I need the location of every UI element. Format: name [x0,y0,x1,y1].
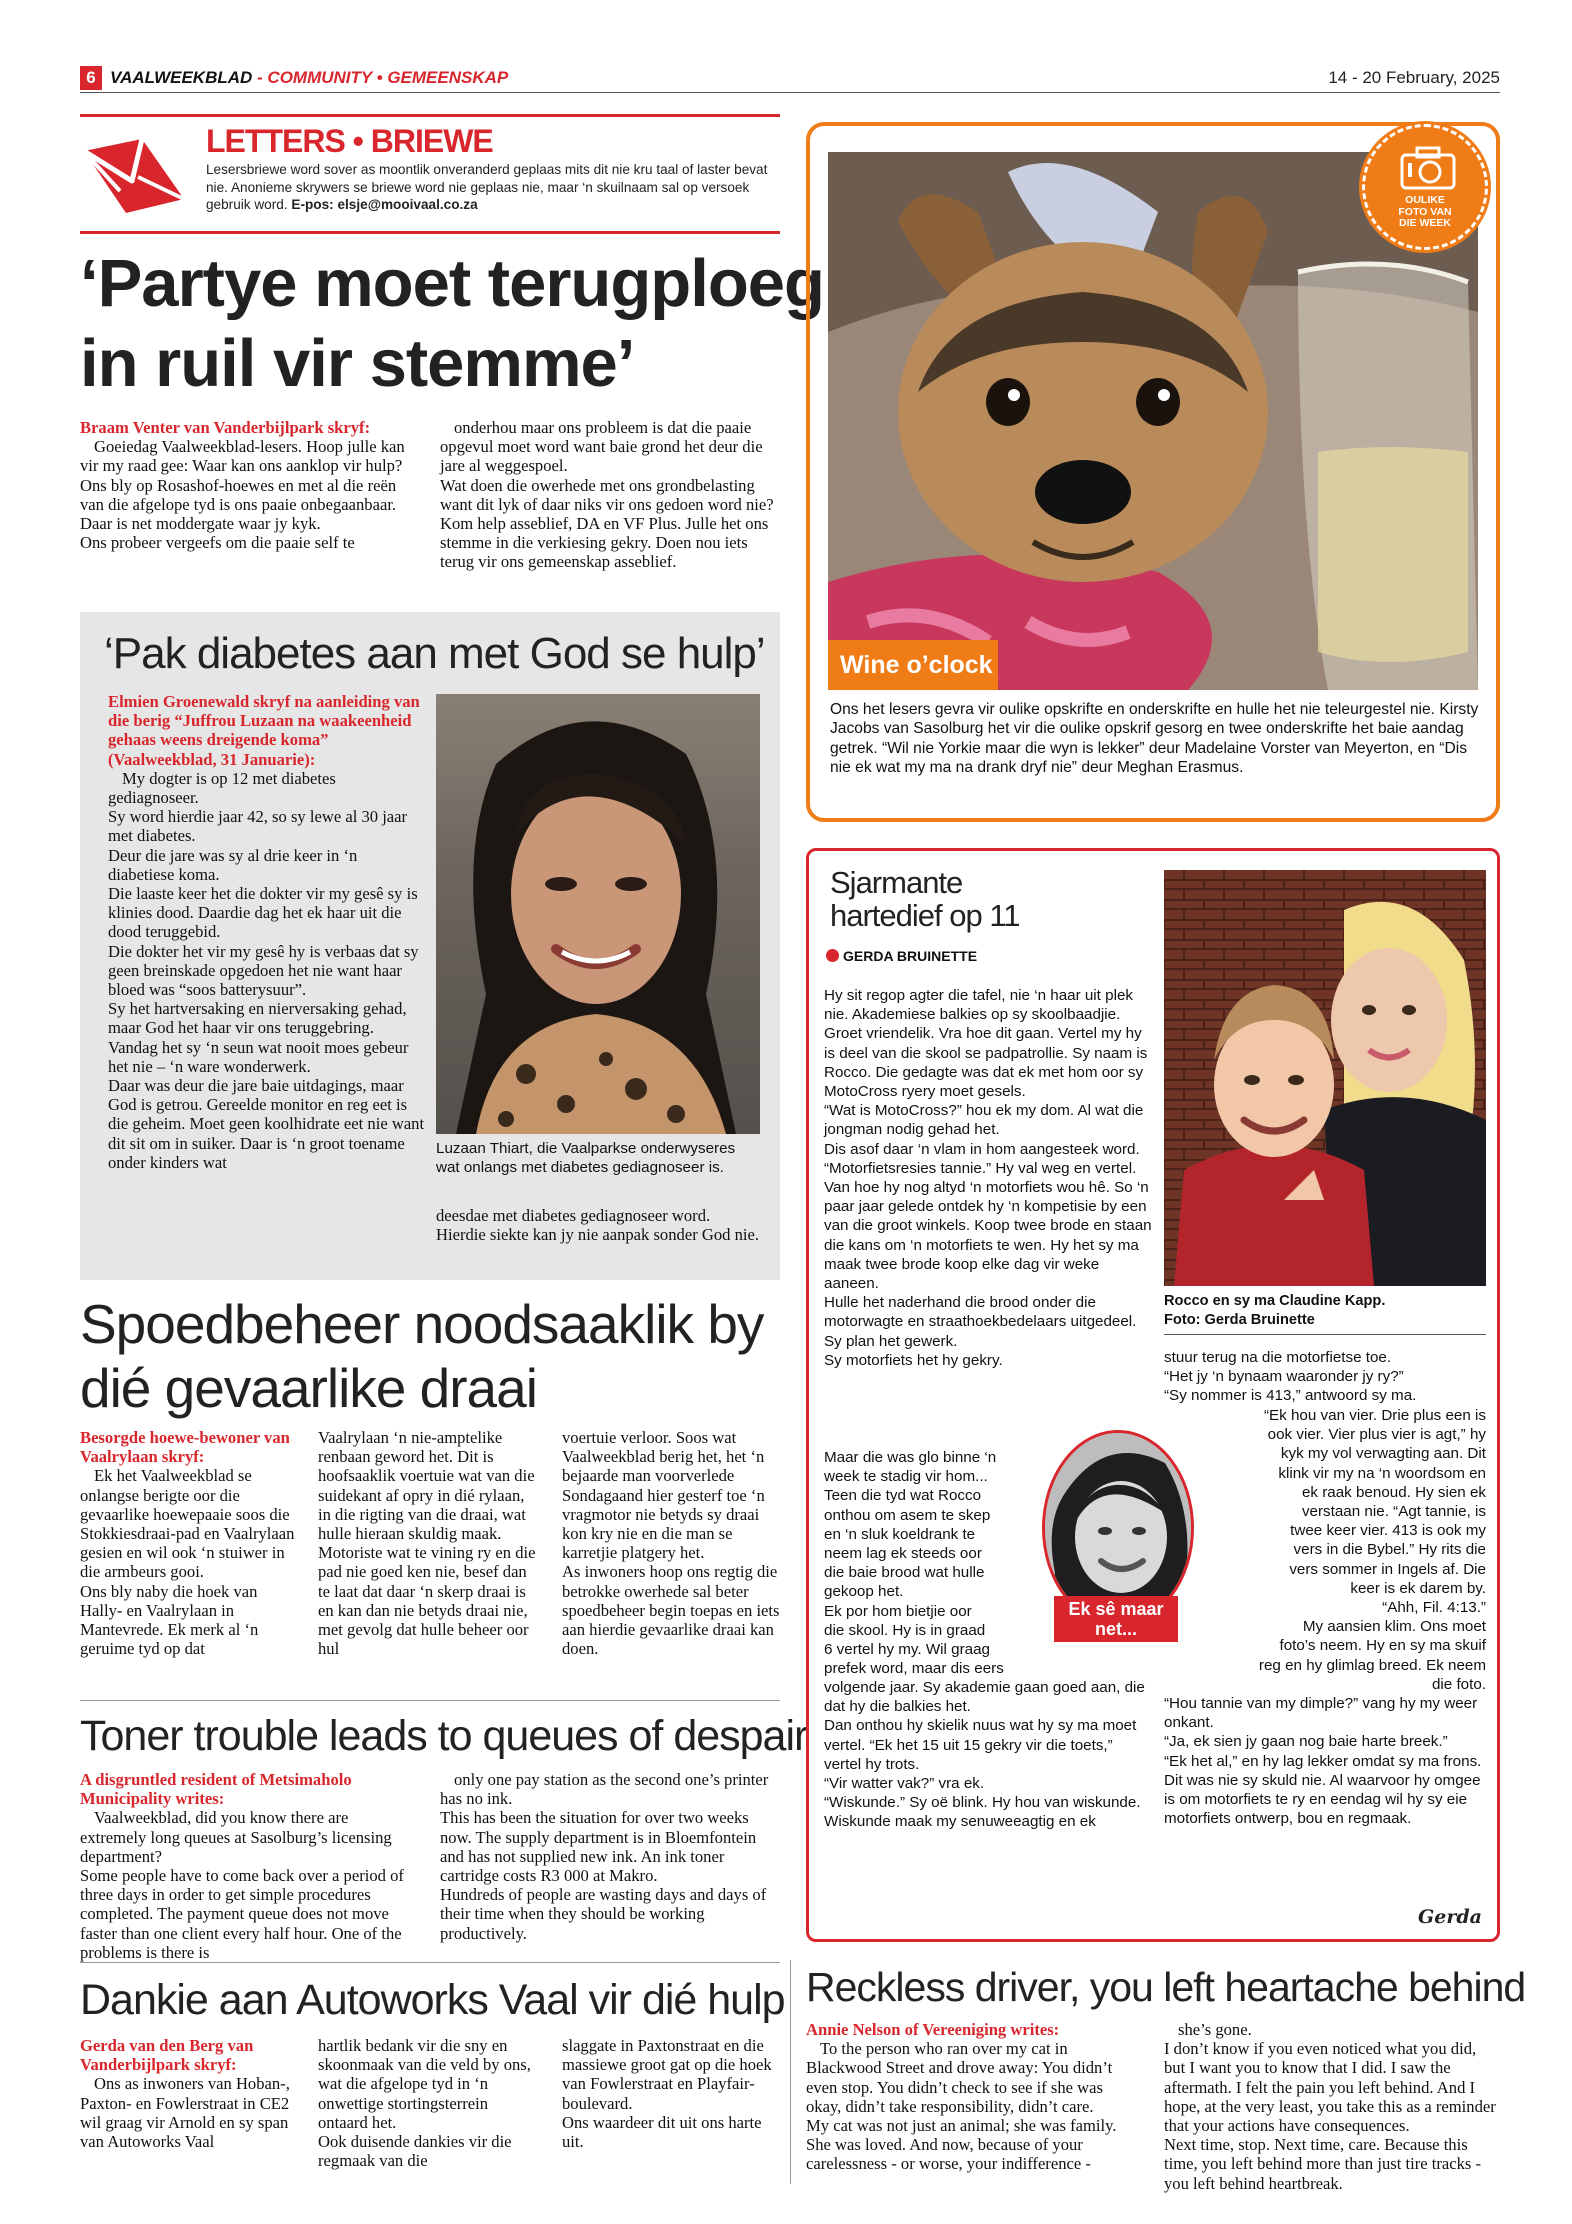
letters-email: E-pos: elsje@mooivaal.co.za [291,197,478,212]
headline-gerda-line2: hartedief op 11 [830,898,1020,933]
dankie-body-2: hartlik bedank vir die sny en skoonmaak van die veld by ons, wat die afgelope tyd in ‘n onwettige stortingsterrein ontaard het. Ook duisende dankies vir die regmaak van die [318,2036,531,2171]
headline-spoed [80,1292,800,1420]
photo-of-week-caption: Ons het lesers gevra vir oulike opskrifte en onderskrifte en hulle het nie teleurgestel nie. Kirsty Jacobs van Sasolburg het vir die oulike opskrif gesorg en twee onderskrifte het baie aandag getrek. “Wil nie Yorkie maar die wyn is lekker” deur Madelaine Vorster van Meyerton, en “Dis nie ek wat my ma na drank dryf nie” deur Meghan Erasmus. [830,701,1479,777]
dankie-column-3 [562,2036,784,2151]
gerda-body-1: Hy sit regop agter die tafel, nie ‘n haar uit plek nie. Akademiese balkies op sy skoolbaadjie. Groet vriendelik. Vra hoe dit gaan. Vertel my hy is deel van die skool se padpatrollie. Sy naam is Rocco. Die gedagte was dat ek met hom oor sy MotoCross ryery moet gesels. “Wat is MotoCross?” hou ek my dom. Al wat die jongman nodig gehad het. Dis asof daar ‘n vlam in hom aangesteek word. “Motorfietsresies tannie.” Hy val weg en vertel. Van hoe hy nog altyd ‘n motorfiets wou hê. So ‘n paar jaar gelede ontdek hy ‘n kompetisie by een van die groot winkels. Koop twee brode en staan die kans om ‘n motorfiets te wen. Hy het sy ma maak twee brode koop elke dag vir weke aaneen. Hulle het naderhand die brood onder die motorwagte en straathoekbedelaars uitgedeel. Sy plan het gewerk. Sy motorfiets het hy gekry. [824,987,1152,1369]
dankie-body-3: slaggate in Paxtonstraat en die massiewe groot gat op die hoek van Fowlerstraat en Playfair-boulevard. Ons waardeer dit uit ons harte uit. [562,2036,772,2152]
publication-name: VAALWEEKBLAD [110,68,253,87]
reckless-body-2: she’s gone. I don’t know if you even noticed what you did, but I want you to know that I did. I saw the aftermath. I felt the pain you left behind. And I hope, at the very least, you take this as a reminder that your actions have consequences. Next time, stop. Next time, care. Because this time, you left behind more than just tire tracks - you left behind heartbreak. [1164,2020,1496,2193]
gerda-column-1-tail [824,1678,1154,1832]
spoed-body-2: Vaalrylaan ‘n nie-amptelike renbaan geword het. Dit is hoofsaaklik voertuie wat van die suidekant af opry in dié rylaan, in die rigting van die draai, wat hulle hieraan skuldig maak. Motoriste wat te vining ry en die pad nie goed ken nie, besef dan te laat dat daar ‘n skerp draai is en kan dan nie betyds draai nie, met gevolg dat hulle beheer oor hul [318,1428,536,1659]
diabetes-column-1 [108,692,426,1172]
headline-reckless: Reckless driver, you left heartache behind [806,1964,1526,2010]
toner-bottom-rule [80,1962,780,1963]
envelope-icon [80,129,190,223]
toner-byline: A disgruntled resident of Metsimaholo Municipality writes: [80,1770,352,1809]
gerda-column-2-wrap [1164,1406,1486,1694]
partye-column-2 [440,418,780,572]
gerda-column-2-top [1164,1348,1486,1406]
rocco-caption-line2: Foto: Gerda Bruinette [1164,1311,1315,1328]
headline-partye [80,244,824,404]
spoed-bottom-rule [80,1700,780,1701]
gerda-body-2-top: stuur terug na die motorfietse toe. “Het jy ‘n bynaam waaronder jy ry?” “Sy nommer is 413,” antwoord sy ma. [1164,1349,1417,1405]
gerda-column-1 [824,986,1154,1370]
issue-date: 14 - 20 February, 2025 [1328,68,1500,87]
gerda-body-2-tail: “Hou tannie van my dimple?” vang hy my weer onkant. “Ja, ek sien jy gaan nog baie harte breek.” “Ek het al,” en hy lag lekker omdat sy ma frons. Dit was nie sy skuld nie. Al waarvoor hy omgee is om motorfiets te ry en eendag wil hy sy eie motorfiets ontwerp, bou en regmaak. [1164,1695,1482,1828]
partye-column-1 [80,418,410,552]
partye-byline: Braam Venter van Vanderbijlpark skryf: [80,418,371,437]
toner-body-1: Vaalweekblad, did you know there are extremely long queues at Sasolburg’s licensing department? Some people have to come back over a period of three days in order to get simple procedures completed. The payment queue does not move faster than one client every half hour. One of the problems is there is [80,1808,404,1962]
letters-title: LETTERS • BRIEWE [206,123,493,159]
luzaan-caption: Luzaan Thiart, die Vaalparkse onderwyseres wat onlangs met diabetes gediagnoseer is. [436,1140,736,1176]
badge-line-3: DIE WEEK [1399,217,1451,229]
author-bullet-icon [826,949,839,962]
toner-column-2 [440,1770,780,1943]
dankie-body-1: Ons as inwoners van Hoban-, Paxton- en Fowlerstraat in CE2 wil graag vir Arnold en sy span van Autoworks Vaal [80,2074,290,2152]
gerda-column-2-tail [1164,1694,1486,1828]
diabetes-body-1: My dogter is op 12 met diabetes gediagnoseer. Sy word hierdie jaar 42, so sy lewe al 30 jaar met diabetes. Deur die jare was sy al drie keer in ‘n diabetiese koma. Die laaste keer het die dokter vir my gesê sy is klinies dood. Daardie dag het ek haar uit die dood teruggebid. Die dokter het vir my gesê hy is verbaas dat sy geen breinskade opgedoen het nie want haar bloed was “soos batterysuur”. Sy het hartversaking en nierversaking gehad, maar God het haar vir ons teruggebring. Vandag het sy ‘n seun wat nooit moes gebeur het nie – ‘n ware wonderwerk. Daar was deur die jare baie uitdagings, maar God is getrou. Gereelde monitor en reg eet is die geheim. Moet geen koolhidrate eet nie want dit sit om in suiker. Daar is ‘n groot toename onder kinders wat [108,768,425,1172]
spoed-column-1 [80,1428,296,1658]
headline-gerda [830,866,1020,932]
spoed-column-3 [562,1428,784,1658]
reckless-column-1 [806,2020,1136,2174]
header-rule [80,92,1500,93]
reckless-left-rule [790,1960,791,2184]
letters-policy-text: Lesersbriewe word sover as moontlik onveranderd geplaas mits dit nie kru taal of laster bevat nie. Anonieme skrywers se briewe word nie geplaas nie, maar ‘n skuilnaam sal op versoek gebruik word. [206,162,768,212]
reckless-column-2 [1164,2020,1500,2193]
headline-partye-line2: in ruil vir stemme’ [80,326,635,401]
gerda-body-1-tail: volgende jaar. Sy akademie gaan goed aan, die dat hy die balkies het. Dan onthou hy skielik nuus wat hy sy ma moet vertel. “Ek het 15 uit 15 gekry vir die toets,” vertel hy trots. “Vir watter vak?” vra ek. “Wiskunde.” Sy oë blink. Hy hou van wiskunde. Wiskunde maak my senuweeagtig en ek [824,1679,1145,1831]
diabetes-column-2 [436,1206,760,1244]
page-number: 6 [80,66,102,90]
headline-gerda-line1: Sjarmante [830,865,963,900]
reckless-body-1: To the person who ran over my cat in Blackwood Street and drove away: You didn’t even stop. You didn’t check to see if she was okay, didn’t take responsibility, didn’t care. My cat was not just an animal; she was family. She was loved. And now, because of your carelessness - or worse, your indifference - [806,2039,1117,2174]
headline-diabetes: ‘Pak diabetes aan met God se hulp’ [104,629,765,678]
diabetes-body-2: deesdae met diabetes gediagnoseer word. Hierdie siekte kan jy nie aanpak sonder God nie. [436,1206,760,1245]
headline-partye-line1: ‘Partye moet terugploeg [80,246,824,321]
luzaan-portrait-illustration [436,694,760,1134]
badge-line-2: FOTO VAN [1398,205,1452,218]
author-name: GERDA BRUINETTE [843,948,978,964]
rocco-photo [1164,870,1486,1286]
headline-spoed-line1: Spoedbeheer noodsaaklik by [80,1293,764,1355]
yorkie-illustration [828,152,1478,690]
dankie-column-2 [318,2036,540,2170]
luzaan-photo [436,694,760,1134]
gerda-body-1-wrap: Maar die was glo binne ‘n week te stadig vir hom... Teen die tyd wat Rocco onthou om asem te skep en ‘n sluk koeldrank te neem lag ek steeds oor die baie brood wat hulle gekoop het. Ek por hom bietjie oor die skool. Hy is in graad 6 vertel hy my. Wil graag prefek word, maar dis eers [824,1449,1004,1678]
spoed-byline: Besorgde hoewe-bewoner van Vaalrylaan skryf: [80,1428,290,1467]
rocco-caption [1164,1292,1486,1330]
photo-of-week-title: Wine o’clock [828,640,998,690]
masthead [110,66,508,90]
gerda-caption-rule [1164,1334,1486,1335]
gerda-signature: Gerda [1418,1906,1482,1928]
toner-body-2: only one pay station as the second one’s printer has no ink. This has been the situation for over two weeks now. The supply department is in Bloemfontein and has not supplied new ink. An ink toner cartridge costs R3 000 at Makro. Hundreds of people are wasting days and days of their time when they should be working productively. [440,1770,769,1943]
headline-dankie: Dankie aan Autoworks Vaal vir dié hulp [80,1976,785,2024]
reckless-byline: Annie Nelson of Vereeniging writes: [806,2020,1060,2039]
badge-text [1365,195,1485,230]
letters-banner [80,114,780,234]
rocco-illustration [1164,870,1486,1286]
headline-toner: Toner trouble leads to queues of despair [80,1712,808,1760]
ek-se-badge: Ek sê maar net... [1054,1596,1178,1642]
section-name: - COMMUNITY • GEMEENSKAP [257,68,509,87]
dankie-column-1 [80,2036,296,2151]
diabetes-byline: Elmien Groenewald skryf na aanleiding van die berig “Juffrou Luzaan na waakeenheid gehaas weens dreigende koma” (Vaalweekblad, 31 Januarie): [108,692,420,769]
photo-of-week-badge [1362,124,1488,250]
headline-spoed-line2: dié gevaarlike draai [80,1357,537,1419]
letters-note [206,161,776,214]
gerda-author [826,946,977,966]
gerda-column-1-wrap [824,1448,1044,1678]
camera-icon [1399,145,1457,191]
yorkie-photo [828,152,1478,690]
gerda-body-2-wrap: “Ek hou van vier. Drie plus een is ook vier. Vier plus vier is agt,” hy kyk my vol verwagting aan. Dit klink vir my na ‘n woordsom en ek raak benoud. Hy sien ek verstaan nie. “Agt tannie, is twee keer vier. 413 is ook my vers in die Bybel.” Hy rits die vers sommer in Ingels af. Die keer is ek darem by. “Ahh, Fil. 4:13.” My aansien klim. Ons moet foto’s neem. Hy en sy ma skuif reg en hy glimlag breed. Ek neem die foto. [1258,1407,1486,1693]
partye-body-1: Goeiedag Vaalweekblad-lesers. Hoop julle kan vir my raad gee: Waar kan ons aanklop vir hulp? Ons bly op Rosashof-hoewes en met al die reën van die afgelope tyd is ons paaie onbegaanbaar. Daar is net moddergate waar jy kyk. Ons probeer vergeefs om die paaie self te [80,437,405,553]
spoed-body-3: voertuie verloor. Soos wat Vaalweekblad berig het, het ‘n bejaarde man voorverlede Sondagaand hier gesterf toe ‘n vragmotor nie betyds sy draai kon kry nie en die man se karretjie platgery het. As inwoners hoop ons regtig die betrokke owerhede sal beter spoedbeheer begin toepas en iets aan hierdie gevaarlike draai kan doen. [562,1428,780,1659]
spoed-column-2 [318,1428,540,1658]
toner-column-1 [80,1770,410,1962]
partye-body-2: onderhou maar ons probleem is dat die paaie opgevul moet word want baie grond het deur die jare al weggespoel. Wat doen die owerhede met ons grondbelasting want dit lyk of daar niks vir ons gedoen word nie? Kom help asseblief, DA en VF Plus. Julle het ons stemme in die verkiesing gekry. Doen nou iets terug vir ons gemeenskap asseblief. [440,418,774,572]
spoed-body-1: Ek het Vaalweekblad se onlangse berigte oor die gevaarlike hoewepaaie soos die Stokkiesdraai-pad en Vaalrylaan gesien en wil ook ‘n stuiwer in die armbeurs gooi. Ons bly naby die hoek van Hally- en Vaalrylaan in Mantevrede. Ek merk al ‘n geruime tyd op dat [80,1466,295,1659]
rocco-caption-line1: Rocco en sy ma Claudine Kapp. [1164,1293,1386,1309]
dankie-byline: Gerda van den Berg van Vanderbijlpark skryf: [80,2036,254,2075]
badge-line-1: OULIKE [1405,194,1445,206]
